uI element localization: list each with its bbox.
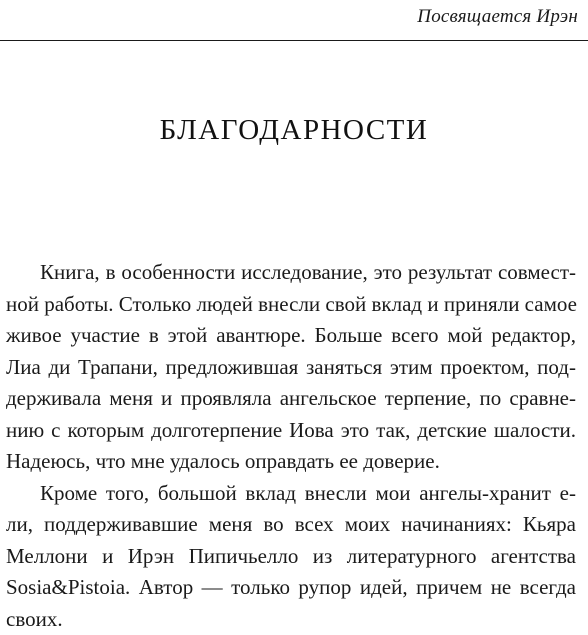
acknowledgements-text (6, 257, 576, 635)
page-heading: БЛАГОДАРНОСТИ (0, 114, 588, 147)
text-line: Книга, в особенности исследование, это результат совмест- (6, 257, 576, 289)
text-line: своих. (6, 604, 576, 635)
text-line: держивала меня и проявляла ангельское терпение, по сравне- (6, 383, 576, 415)
dedication: Посвящается Ирэн (417, 6, 578, 28)
paragraph-1 (6, 257, 576, 478)
text-line: Лиа ди Трапани, предложившая заняться этим проектом, под- (6, 352, 576, 384)
text-line: живое участие в этой авантюре. Больше всего мой редактор, (6, 320, 576, 352)
text-line: Sosia&Pistoia. Автор — только рупор идей, причем не всегда (6, 572, 576, 604)
text-line: ли, поддерживавшие меня во всех моих начинаниях: Кьяра (6, 509, 576, 541)
text-line: Меллони и Ирэн Пипичьелло из литературного агентства (6, 541, 576, 573)
text-line: Надеюсь, что мне удалось оправдать ее доверие. (6, 446, 576, 478)
text-line: ной работы. Столько людей внесли свой вклад и приняли самое (6, 289, 576, 321)
text-line: Кроме того, большой вклад внесли мои ангелы-хранит е- (6, 478, 576, 510)
header-rule (0, 40, 588, 41)
text-line: нию с которым долготерпение Иова это так, детские шалости. (6, 415, 576, 447)
paragraph-2 (6, 478, 576, 635)
